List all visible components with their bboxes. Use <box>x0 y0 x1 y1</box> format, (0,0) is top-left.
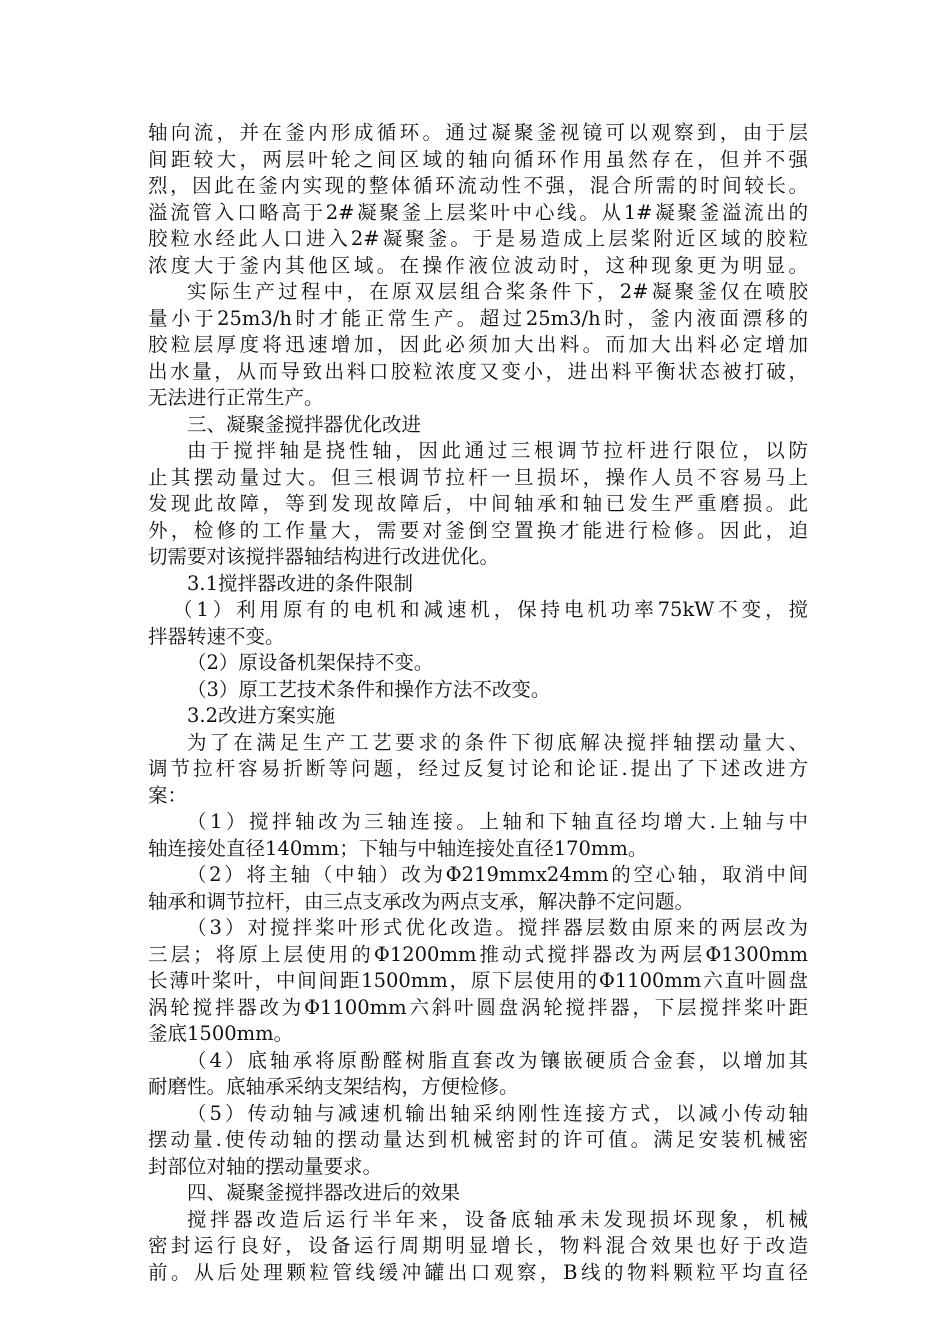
text-line: 切需要对该搅拌器轴结构进行改进优化。 <box>148 545 500 568</box>
text-line: 为了在满足生产工艺要求的条件下彻底解决搅拌轴摆动量大、 <box>187 730 808 754</box>
text-line: 量小于25m3/h时才能正常生产。超过25m3/h时，釜内液面漂移的 <box>148 306 808 330</box>
paragraph <box>148 438 808 571</box>
section-heading <box>148 412 808 439</box>
text-line: 轴连接处直径140mm；下轴与中轴连接处直径170mm。 <box>148 836 648 860</box>
text-line: 摆动量.使传动轴的摆动量达到机械密封的许可值。满足安装机械密 <box>148 1128 808 1151</box>
section-heading <box>148 1180 808 1207</box>
heading-text: 3.1搅拌器改进的条件限制 <box>187 571 414 595</box>
text-line: （1）搅拌轴改为三轴连接。上轴和下轴直径均增大.上轴与中 <box>187 810 808 833</box>
text-line: （1）利用原有的电机和减速机，保持电机功率75kW不变，搅 <box>173 598 808 621</box>
text-line: 案： <box>148 783 188 807</box>
list-item <box>148 677 808 704</box>
text-line: 釜底1500mm。 <box>148 1022 294 1045</box>
text-line: （5）传动轴与减速机输出轴采纳刚性连接方式，以减小传动轴 <box>187 1101 808 1125</box>
list-item <box>148 650 808 677</box>
list-item <box>148 862 808 915</box>
text-line: 轴承和调节拉杆，由三点支承改为两点支承，解决静不定问题。 <box>148 889 695 913</box>
paragraph <box>148 120 808 279</box>
text-line: 止其摆动量过大。但三根调节拉杆一旦损坏，操作人员不容易马上 <box>148 465 808 489</box>
text-line: 浓度大于釜内其他区域。在操作液位波动时，这种现象更为明显。 <box>148 253 808 277</box>
text-line: 出水量，从而导致出料口胶粒浓度又变小，进出料平衡状态被打破， <box>148 359 808 383</box>
list-item <box>148 597 808 650</box>
text-line: 调节拉杆容易折断等问题，经过反复讨论和论证.提出了下述改进方 <box>148 757 808 780</box>
text-line: 由于搅拌轴是挠性轴，因此通过三根调节拉杆进行限位，以防 <box>187 439 808 462</box>
text-line: （3）对搅拌桨叶形式优化改造。搅拌器层数由原来的两层改为 <box>187 916 808 939</box>
text-line: （3）原工艺技术条件和操作方法不改变。 <box>187 677 551 701</box>
text-line: 三层；将原上层使用的Φ1200mm推动式搅拌器改为两层Φ1300mm <box>148 942 808 966</box>
text-line: （2）原设备机架保持不变。 <box>187 651 434 674</box>
paragraph <box>148 279 808 412</box>
heading-text: 四、凝聚釜搅拌器改进后的效果 <box>187 1181 461 1204</box>
text-line: 间距较大，两层叶轮之间区域的轴向循环作用虽然存在，但并不强 <box>148 147 808 171</box>
text-line: 封部位对轴的摆动量要求。 <box>148 1154 383 1178</box>
text-line: 发现此故障，等到发现故障后，中间轴承和轴已发生严重磨损。此 <box>148 492 808 515</box>
text-line: 实际生产过程中，在原双层组合桨条件下，2#凝聚釜仅在喷胶 <box>187 280 808 303</box>
text-line: 拌器转速不变。 <box>148 624 285 648</box>
text-line: （2）将主轴（中轴）改为Φ219mmx24mm的空心轴，取消中间 <box>187 863 808 886</box>
text-line: 耐磨性。底轴承采纳支架结构，方便检修。 <box>148 1075 519 1098</box>
list-item <box>148 809 808 862</box>
text-line: 无法进行正常生产。 <box>148 386 324 409</box>
subsection-heading <box>148 703 808 730</box>
text-line: 外，检修的工作量大，需要对釜倒空置换才能进行检修。因此，迫 <box>148 518 808 542</box>
text-line: 前。从后处理颗粒管线缓冲罐出口观察，B线的物料颗粒平均直径 <box>148 1260 808 1284</box>
text-line: 涡轮搅拌器改为Φ1100mm六斜叶圆盘涡轮搅拌器，下层搅拌桨叶距 <box>148 995 808 1019</box>
list-item <box>148 915 808 1048</box>
text-line: 溢流管入口略高于2#凝聚釜上层桨叶中心线。从1#凝聚釜溢流出的 <box>148 200 808 224</box>
text-line: 烈，因此在釜内实现的整体循环流动性不强，混合所需的时间较长。 <box>148 174 808 197</box>
list-item <box>148 1101 808 1181</box>
paragraph <box>148 1207 808 1287</box>
document-body <box>148 120 808 1286</box>
text-line: 轴向流，并在釜内形成循环。通过凝聚釜视镜可以观察到，由于层 <box>148 121 808 144</box>
text-line: 密封运行良好，设备运行周期明显增长，物料混合效果也好于改造 <box>148 1234 808 1257</box>
heading-text: 3.2改进方案实施 <box>187 704 336 727</box>
text-line: 胶粒水经此人口进入2#凝聚釜。于是易造成上层桨附近区域的胶粒 <box>148 227 808 250</box>
heading-text: 三、凝聚釜搅拌器优化改进 <box>187 412 422 436</box>
text-line: 长薄叶桨叶，中间间距1500mm，原下层使用的Φ1100mm六直叶圆盘 <box>148 969 808 992</box>
list-item <box>148 1048 808 1101</box>
text-line: 胶粒层厚度将迅速增加，因此必须加大出料。而加大出料必定增加 <box>148 333 808 356</box>
text-line: 搅拌器改造后运行半年来，设备底轴承未发现损坏现象，机械 <box>187 1207 808 1231</box>
paragraph <box>148 730 808 810</box>
text-line: （4）底轴承将原酚醛树脂直套改为镶嵌硬质合金套，以增加其 <box>187 1048 808 1072</box>
subsection-heading <box>148 571 808 598</box>
